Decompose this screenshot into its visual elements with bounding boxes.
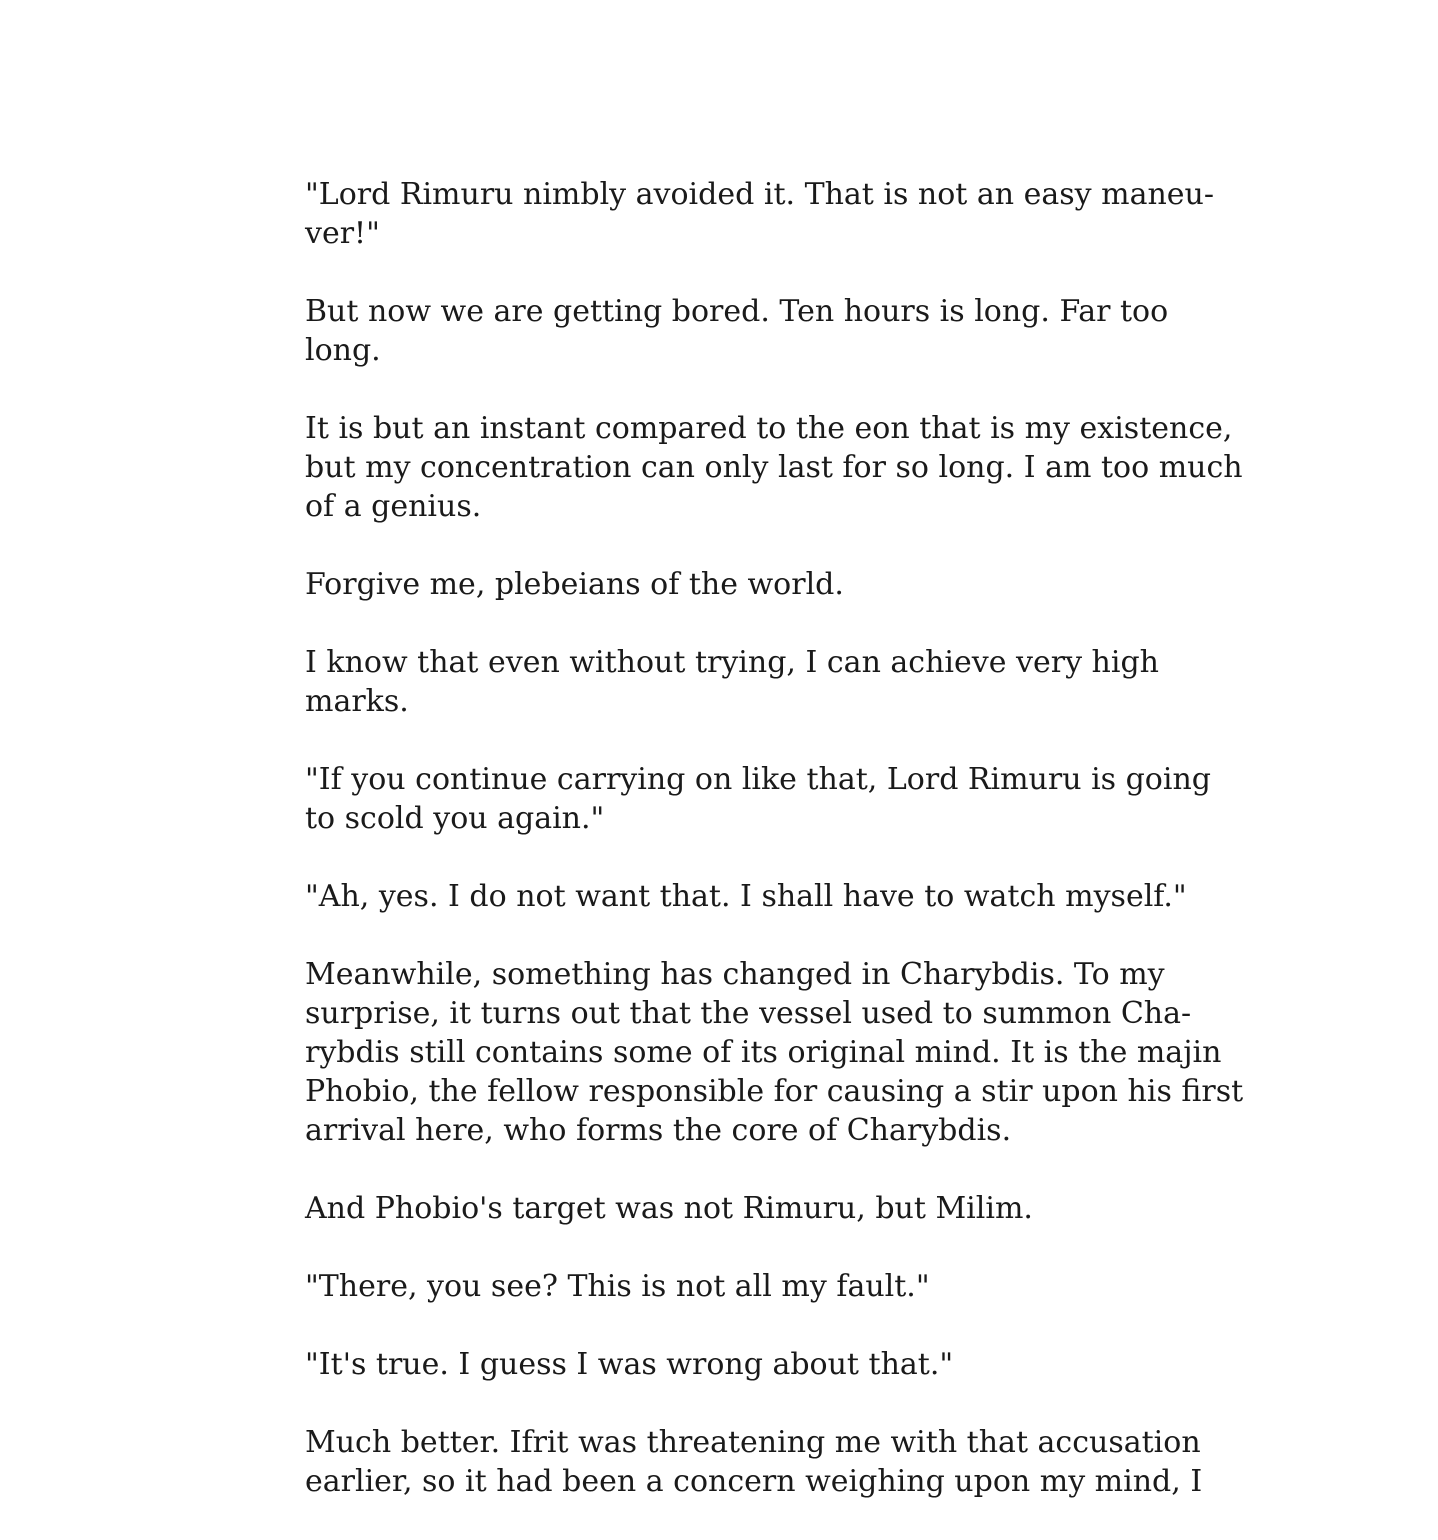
paragraph [305,877,1187,916]
text-line: rybdis still contains some of its original mind. It is the majin [305,1035,1222,1070]
text-line: "Ah, yes. I do not want that. I shall have to watch myself." [305,879,1187,914]
paragraph [305,1345,1165,1384]
text-line: earlier, so it had been a concern weighing upon my mind, I [305,1464,1203,1499]
text-line: marks. [305,684,409,719]
text-line: I know that even without trying, I can achieve very high [305,645,1159,680]
text-line: Much better. Ifrit was threatening me with that accusation [305,1425,1201,1460]
text-line: ver!" [305,216,380,251]
paragraph [305,643,1165,721]
text-line: "There, you see? This is not all my fault." [305,1269,930,1304]
text-line: "Lord Rimuru nimbly avoided it. That is not an easy maneu- [305,177,1215,212]
text-line: surprise, it turns out that the vessel used to summon Cha- [305,996,1192,1031]
text-line: It is but an instant compared to the eon that is my existence, [305,411,1233,446]
text-line: arrival here, who forms the core of Charybdis. [305,1113,1012,1148]
text-line: of a genius. [305,489,482,524]
paragraph [305,955,1244,1150]
paragraph [305,1423,1203,1501]
text-line: long. [305,333,381,368]
text-line: "If you continue carrying on like that, Lord Rimuru is going [305,762,1211,797]
text-line: but my concentration can only last for so long. I am too much [305,450,1243,485]
text-line: But now we are getting bored. Ten hours is long. Far too [305,294,1169,329]
paragraph [305,175,1215,253]
text-line: "It's true. I guess I was wrong about that." [305,1347,954,1382]
paragraph [305,760,1211,838]
paragraph [305,1189,1165,1228]
paragraph [305,565,1165,604]
paragraph [305,292,1169,370]
text-line: Meanwhile, something has changed in Charybdis. To my [305,957,1165,992]
text-line: And Phobio's target was not Rimuru, but Milim. [305,1191,1033,1226]
document-page [305,175,1244,1540]
paragraph [305,409,1243,526]
text-line: to scold you again." [305,801,605,836]
text-line: Phobio, the fellow responsible for causing a stir upon his first [305,1074,1244,1109]
text-line: Forgive me, plebeians of the world. [305,567,844,602]
paragraph [305,1267,1165,1306]
